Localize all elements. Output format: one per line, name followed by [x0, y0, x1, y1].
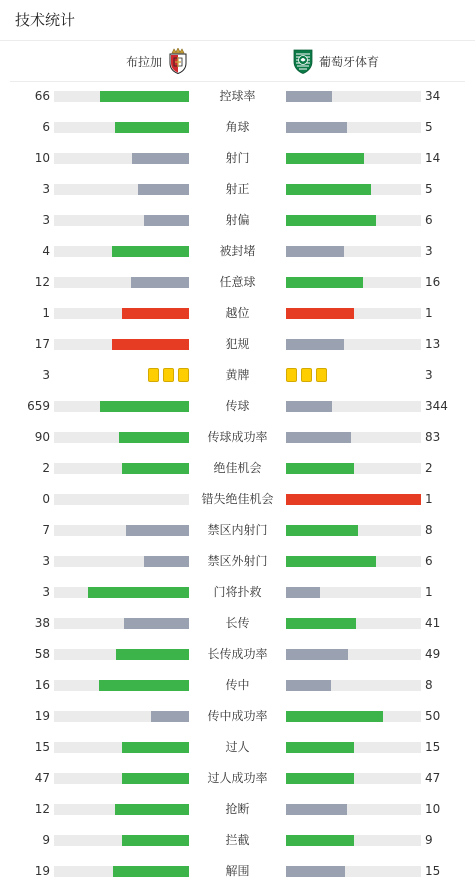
away-value: 49 — [425, 647, 441, 661]
stat-row — [0, 112, 475, 143]
away-bar-fill — [286, 556, 376, 567]
away-bar-track — [286, 649, 421, 660]
away-bar-fill — [286, 184, 371, 195]
yellow-card-icon — [163, 368, 174, 382]
home-value: 3 — [42, 213, 50, 227]
away-bar-fill — [286, 835, 354, 846]
home-bar-fill — [126, 525, 189, 536]
stat-label: 禁区内射门 — [207, 523, 268, 537]
stat-row — [0, 143, 475, 174]
away-bar-fill — [286, 711, 383, 722]
stat-label: 绝佳机会 — [213, 461, 262, 475]
stat-row — [0, 825, 475, 856]
away-bar-fill — [286, 587, 320, 598]
home-bar-track — [54, 184, 189, 195]
home-value: 47 — [34, 771, 50, 785]
home-bar-track — [54, 711, 189, 722]
away-value: 5 — [425, 120, 433, 134]
header-divider — [0, 40, 475, 41]
away-bar-fill — [286, 804, 347, 815]
away-bar-track — [286, 122, 421, 133]
away-bar-track — [286, 308, 421, 319]
home-bar-fill — [122, 835, 190, 846]
stat-label: 射偏 — [225, 213, 250, 227]
stat-row — [0, 639, 475, 670]
home-bar-track — [54, 153, 189, 164]
home-value: 19 — [34, 864, 50, 878]
away-bar-track — [286, 153, 421, 164]
away-value: 34 — [425, 89, 441, 103]
home-bar-track — [54, 432, 189, 443]
stat-row — [0, 732, 475, 763]
stat-label: 过人成功率 — [207, 771, 268, 785]
stat-label: 黄牌 — [225, 368, 250, 382]
home-bar-fill — [122, 773, 190, 784]
away-bar-track — [286, 494, 421, 505]
away-value: 10 — [425, 802, 441, 816]
away-bar-fill — [286, 494, 421, 505]
stat-row — [0, 391, 475, 422]
stat-row — [0, 422, 475, 453]
away-value: 15 — [425, 864, 441, 878]
away-value: 1 — [425, 492, 433, 506]
away-value: 83 — [425, 430, 441, 444]
away-value: 5 — [425, 182, 433, 196]
home-bar-fill — [112, 339, 189, 350]
stat-label: 错失绝佳机会 — [201, 492, 274, 506]
away-bar-track — [286, 463, 421, 474]
stat-row — [0, 298, 475, 329]
stat-row — [0, 174, 475, 205]
home-bar-fill — [138, 184, 189, 195]
home-bar-track — [54, 401, 189, 412]
stat-row — [0, 856, 475, 887]
home-value: 90 — [34, 430, 50, 444]
home-bar-fill — [119, 432, 189, 443]
home-value: 16 — [34, 678, 50, 692]
stat-row — [0, 329, 475, 360]
stat-row — [0, 81, 475, 112]
away-bar-fill — [286, 308, 354, 319]
stat-label: 射正 — [225, 182, 250, 196]
home-bar-track — [54, 742, 189, 753]
stat-row — [0, 515, 475, 546]
home-bar-fill — [122, 742, 190, 753]
away-value: 13 — [425, 337, 441, 351]
stat-label: 抢断 — [225, 802, 250, 816]
home-bar-track — [54, 587, 189, 598]
home-bar-track — [54, 556, 189, 567]
home-value: 1 — [42, 306, 50, 320]
away-value: 344 — [425, 399, 448, 413]
away-bar-track — [286, 711, 421, 722]
away-bar-track — [286, 804, 421, 815]
yellow-card-icon — [301, 368, 312, 382]
home-bar-track — [54, 277, 189, 288]
yellow-card-icon — [148, 368, 159, 382]
home-bar-fill — [144, 556, 189, 567]
away-bar-fill — [286, 866, 345, 877]
away-value: 50 — [425, 709, 441, 723]
yellow-card-icon — [178, 368, 189, 382]
away-bar-fill — [286, 742, 354, 753]
home-value: 19 — [34, 709, 50, 723]
away-value: 47 — [425, 771, 441, 785]
away-bar-track — [286, 215, 421, 226]
away-value: 3 — [425, 244, 433, 258]
away-value: 6 — [425, 213, 433, 227]
away-bar-fill — [286, 525, 358, 536]
stat-row — [0, 608, 475, 639]
home-bar-fill — [99, 680, 189, 691]
home-bar-fill — [112, 246, 189, 257]
yellow-card-icon — [316, 368, 327, 382]
stat-label: 解围 — [225, 864, 250, 878]
home-bar-fill — [144, 215, 189, 226]
away-bar-fill — [286, 246, 344, 257]
away-value: 8 — [425, 523, 433, 537]
stat-label: 传球 — [225, 399, 250, 413]
home-value: 3 — [42, 182, 50, 196]
home-bar-fill — [100, 401, 189, 412]
home-value: 7 — [42, 523, 50, 537]
away-bar-fill — [286, 153, 364, 164]
away-value: 41 — [425, 616, 441, 630]
away-bar-track — [286, 432, 421, 443]
away-value: 2 — [425, 461, 433, 475]
stat-row — [0, 763, 475, 794]
away-bar-track — [286, 618, 421, 629]
stat-label: 角球 — [225, 120, 250, 134]
home-bar-fill — [124, 618, 189, 629]
away-value: 9 — [425, 833, 433, 847]
stat-label: 犯规 — [225, 337, 250, 351]
home-bar-track — [54, 122, 189, 133]
stat-row — [0, 577, 475, 608]
home-value: 9 — [42, 833, 50, 847]
yellow-card-icon — [286, 368, 297, 382]
stat-row — [0, 484, 475, 515]
home-value: 6 — [42, 120, 50, 134]
away-bar-track — [286, 401, 421, 412]
away-value: 14 — [425, 151, 441, 165]
away-bar-track — [286, 866, 421, 877]
home-bar-track — [54, 618, 189, 629]
home-bar-track — [54, 649, 189, 660]
home-bar-track — [54, 215, 189, 226]
away-team[interactable] — [293, 47, 379, 75]
stat-row — [0, 453, 475, 484]
away-bar-fill — [286, 215, 376, 226]
home-bar-fill — [122, 463, 190, 474]
home-bar-fill — [116, 649, 189, 660]
page-title: 技术统计 — [15, 11, 76, 29]
home-value: 12 — [34, 275, 50, 289]
stat-label: 门将扑救 — [213, 585, 262, 599]
away-value: 6 — [425, 554, 433, 568]
stat-row — [0, 670, 475, 701]
away-bar-track — [286, 184, 421, 195]
home-bar-fill — [113, 866, 189, 877]
away-team-name: 葡萄牙体育 — [319, 54, 380, 69]
away-bar-track — [286, 556, 421, 567]
home-bar-track — [54, 835, 189, 846]
away-bar-fill — [286, 432, 351, 443]
home-team[interactable] — [126, 47, 188, 75]
home-bar-track — [54, 804, 189, 815]
stat-label: 传球成功率 — [207, 430, 268, 444]
home-bar-track — [54, 339, 189, 350]
away-bar-track — [286, 773, 421, 784]
away-bar-fill — [286, 463, 354, 474]
away-value: 15 — [425, 740, 441, 754]
away-bar-track — [286, 525, 421, 536]
stat-label: 禁区外射门 — [207, 554, 268, 568]
stat-row — [0, 794, 475, 825]
away-bar-track — [286, 91, 421, 102]
stat-label: 传中成功率 — [207, 709, 268, 723]
away-bar-track — [286, 835, 421, 846]
home-bar-track — [54, 680, 189, 691]
home-value: 10 — [34, 151, 50, 165]
away-bar-fill — [286, 401, 332, 412]
away-value: 8 — [425, 678, 433, 692]
stat-label: 传中 — [225, 678, 250, 692]
home-value: 3 — [42, 554, 50, 568]
home-bar-fill — [115, 122, 189, 133]
away-bar-track — [286, 277, 421, 288]
home-value: 17 — [34, 337, 50, 351]
away-bar-fill — [286, 122, 347, 133]
away-value: 16 — [425, 275, 441, 289]
away-bar-fill — [286, 91, 332, 102]
stat-label: 拦截 — [225, 833, 250, 847]
away-bar-track — [286, 680, 421, 691]
home-value: 4 — [42, 244, 50, 258]
braga-crest-icon — [168, 48, 188, 74]
stat-row — [0, 205, 475, 236]
away-bar-fill — [286, 649, 348, 660]
home-bar-track — [54, 463, 189, 474]
away-value: 3 — [425, 368, 433, 382]
away-bar-track — [286, 742, 421, 753]
home-bar-track — [54, 866, 189, 877]
home-value: 0 — [42, 492, 50, 506]
home-bar-fill — [88, 587, 189, 598]
home-yellow-cards — [148, 368, 189, 382]
home-bar-fill — [122, 308, 190, 319]
home-value: 3 — [42, 368, 50, 382]
stat-row — [0, 546, 475, 577]
stat-label: 被封堵 — [219, 244, 256, 258]
home-value: 3 — [42, 585, 50, 599]
home-value: 12 — [34, 802, 50, 816]
home-bar-track — [54, 308, 189, 319]
stat-label: 长传 — [225, 616, 250, 630]
stat-label: 任意球 — [219, 275, 256, 289]
home-bar-fill — [132, 153, 189, 164]
home-team-name: 布拉加 — [125, 54, 162, 69]
away-bar-fill — [286, 680, 331, 691]
home-bar-track — [54, 246, 189, 257]
away-bar-track — [286, 339, 421, 350]
home-value: 38 — [34, 616, 50, 630]
sporting-crest-icon — [293, 48, 313, 74]
home-value: 659 — [27, 399, 50, 413]
away-bar-track — [286, 587, 421, 598]
home-value: 66 — [34, 89, 50, 103]
home-bar-track — [54, 773, 189, 784]
home-value: 2 — [42, 461, 50, 475]
away-value: 1 — [425, 306, 433, 320]
away-bar-track — [286, 246, 421, 257]
away-yellow-cards — [286, 368, 327, 382]
away-bar-fill — [286, 618, 356, 629]
stat-row — [0, 236, 475, 267]
home-bar-fill — [100, 91, 189, 102]
stat-label: 控球率 — [219, 89, 256, 103]
away-bar-fill — [286, 773, 354, 784]
away-bar-fill — [286, 339, 344, 350]
stat-row — [0, 267, 475, 298]
home-bar-fill — [115, 804, 189, 815]
home-bar-fill — [131, 277, 189, 288]
stat-label: 过人 — [225, 740, 250, 754]
home-bar-fill — [151, 711, 189, 722]
home-bar-track — [54, 91, 189, 102]
stat-label: 射门 — [225, 151, 250, 165]
stat-row — [0, 701, 475, 732]
stat-label: 长传成功率 — [207, 647, 268, 661]
home-value: 58 — [34, 647, 50, 661]
away-bar-fill — [286, 277, 363, 288]
home-value: 15 — [34, 740, 50, 754]
stat-label: 越位 — [225, 306, 250, 320]
home-bar-track — [54, 494, 189, 505]
away-value: 1 — [425, 585, 433, 599]
stat-row — [0, 360, 475, 391]
home-bar-track — [54, 525, 189, 536]
